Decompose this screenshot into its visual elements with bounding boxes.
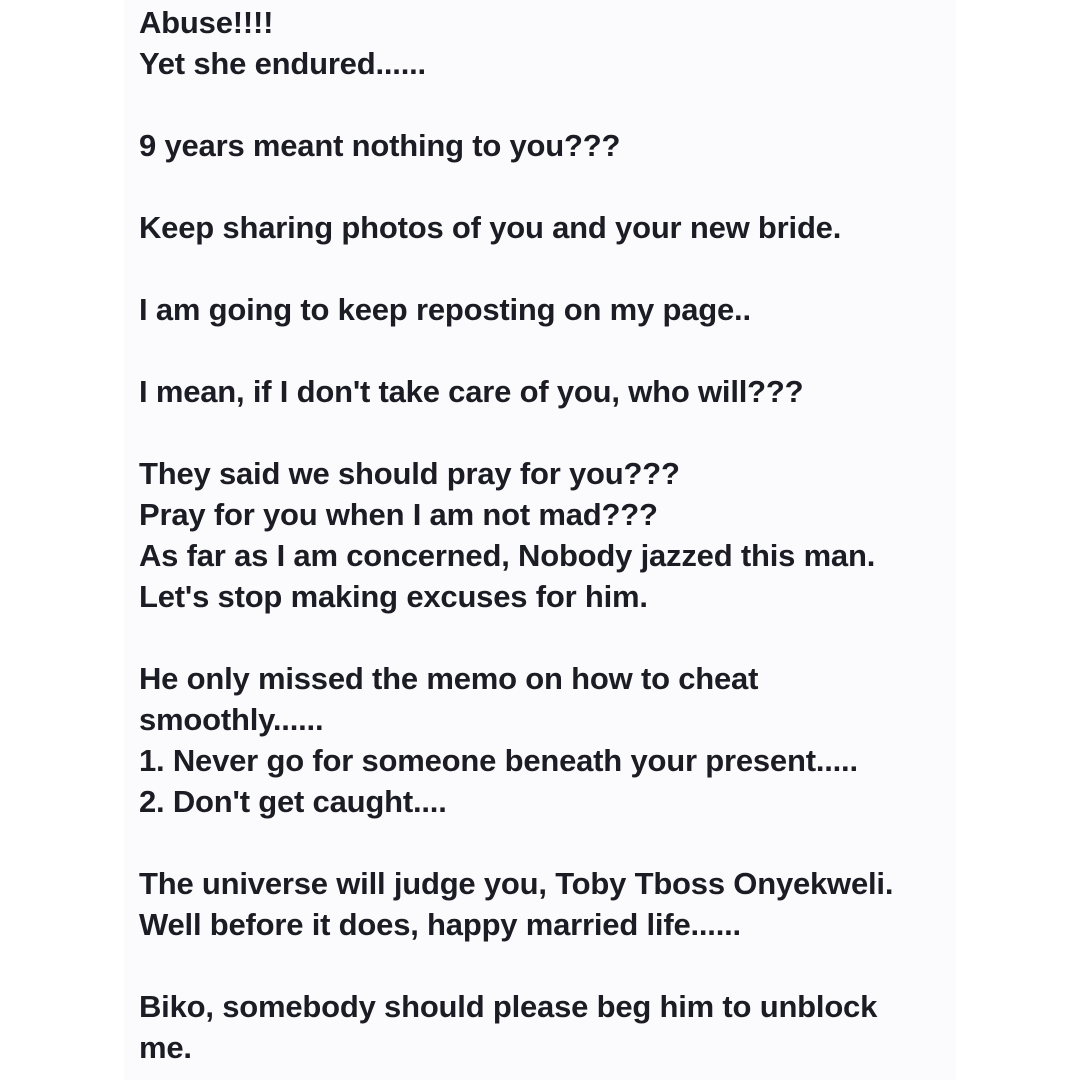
note-line: smoothly......: [139, 702, 324, 737]
note-line: They said we should pray for you???: [139, 456, 680, 491]
note-line: Well before it does, happy married life......: [139, 907, 741, 942]
note-line: Yet she endured......: [139, 46, 426, 81]
note-line: I mean, if I don't take care of you, who will???: [139, 374, 804, 409]
note-line: Abuse!!!!: [139, 5, 274, 40]
note-line-blank: [139, 84, 949, 125]
note-line-blank: [139, 248, 949, 289]
note-line: Pray for you when I am not mad???: [139, 497, 658, 532]
note-line: Keep sharing photos of you and your new bride.: [139, 210, 842, 245]
note-line: Let's stop making excuses for him.: [139, 579, 648, 614]
note-list-item: 2. Don't get caught....: [139, 784, 447, 819]
note-line: I am going to keep reposting on my page..: [139, 292, 751, 327]
note-body[interactable]: [139, 2, 949, 1068]
note-line: As far as I am concerned, Nobody jazzed this man.: [139, 538, 876, 573]
note-line-blank: [139, 330, 949, 371]
note-line: me.: [139, 1030, 192, 1065]
note-line: 9 years meant nothing to you???: [139, 128, 621, 163]
note-list-item: 1. Never go for someone beneath your present.....: [139, 743, 858, 778]
note-line: He only missed the memo on how to cheat: [139, 661, 759, 696]
note-line: The universe will judge you, Toby Tboss Onyekweli.: [139, 866, 894, 901]
note-line-blank: [139, 617, 949, 658]
note-line-blank: [139, 945, 949, 986]
note-line: Biko, somebody should please beg him to unblock: [139, 989, 878, 1024]
note-line-blank: [139, 412, 949, 453]
note-line-blank: [139, 166, 949, 207]
note-line-blank: [139, 822, 949, 863]
